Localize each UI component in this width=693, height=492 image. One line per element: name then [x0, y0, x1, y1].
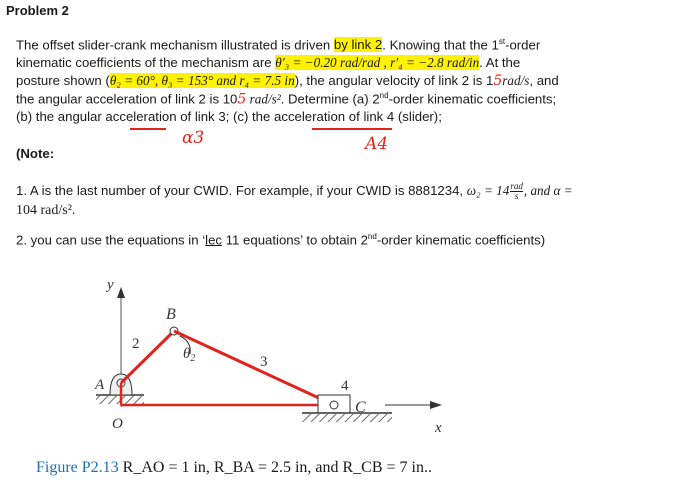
ordinal-sup: nd: [367, 232, 377, 241]
math: ω₂ = 14: [466, 182, 510, 198]
y-axis-label: y: [107, 277, 114, 293]
fraction-bottom: s: [514, 191, 519, 201]
text-lec: lec: [205, 232, 223, 248]
slider-crank-figure: [80, 262, 480, 452]
unit: rad/s: [502, 73, 530, 88]
link-2: [121, 331, 174, 383]
problem-line-2: [16, 55, 520, 71]
joint-C: [330, 401, 338, 409]
text: , and: [529, 73, 559, 88]
text: kinematic coefficients of the mechanism are: [16, 55, 276, 70]
theta2-label: $\theta_2$: [183, 346, 196, 364]
note-label: (Note:: [16, 146, 55, 161]
problem-line-1: [16, 37, 540, 52]
text: 11 equations’ to obtain 2: [222, 232, 368, 248]
math: , and α =: [523, 182, 573, 198]
y-axis-arrow: [117, 287, 125, 298]
highlight-posture: θ₂ = 60°, θ₃ = 153° and r₄ = 7.5 in: [109, 73, 295, 88]
link-4-label: 4: [341, 378, 349, 394]
text: . At the: [479, 55, 521, 70]
fraction-top: rad: [510, 181, 523, 191]
note-1-line-1: [16, 182, 573, 201]
handwritten-digit: 5: [237, 91, 247, 108]
text: -order kinematic coefficients;: [388, 91, 557, 107]
x-axis-arrow: [430, 401, 442, 409]
origin-label: O: [112, 416, 123, 432]
fraction: [510, 182, 523, 201]
pivot-A-label: A: [95, 377, 105, 393]
text: posture shown (: [16, 73, 110, 88]
text: The offset slider-crank mechanism illustrated is driven: [16, 37, 334, 53]
text: ), the angular velocity of link 2 is 1: [294, 73, 494, 88]
problem-line-5: (b) the angular acceleration of link 3; (c) the acceleration of link 4 (slider);: [16, 109, 442, 124]
highlight-first-order-coefficients: θ′₃ = −0.20 rad/rad , r′₄ = −2.8 rad/in: [275, 55, 480, 70]
ground-slider: [302, 414, 392, 422]
text: . Determine (a) 2: [280, 91, 380, 107]
figure-caption: [36, 459, 432, 477]
underline-link4: [312, 128, 392, 130]
ordinal-sup: st: [498, 37, 506, 46]
handwritten-digit: 5: [493, 73, 503, 89]
link-3: [174, 331, 334, 405]
text: -order kinematic coefficients): [376, 232, 546, 248]
text: the angular acceleration of link 2 is 10: [16, 91, 238, 107]
text: . Knowing that the 1: [382, 37, 499, 53]
unit: rad/s²: [246, 91, 281, 107]
text: 1. A is the last number of your CWID. For example, if your CWID is 8881234,: [16, 182, 467, 198]
underline-link3: [130, 128, 166, 130]
slider-C-label: C: [355, 399, 366, 416]
x-axis-label: x: [435, 420, 442, 436]
problem-title: Problem 2: [6, 3, 69, 18]
handwritten-alpha3: α3: [182, 128, 205, 148]
problem-line-3: [16, 73, 559, 89]
text: 2. you can use the equations in ‘: [16, 232, 206, 248]
link-2-label: 2: [132, 336, 140, 352]
text: -order: [505, 37, 541, 53]
note-2: [16, 232, 545, 247]
note-1-line-2: 104 rad/s².: [16, 203, 76, 218]
highlight-by-link-2: by link 2: [333, 37, 383, 53]
ordinal-sup: nd: [379, 91, 389, 100]
handwritten-A4: A4: [365, 134, 389, 154]
link-3-label: 3: [260, 354, 268, 370]
caption-label: Figure P2.13: [36, 459, 119, 476]
joint-B-label: B: [166, 306, 176, 323]
problem-line-4: [16, 91, 556, 107]
caption-text: R_AO = 1 in, R_BA = 2.5 in, and R_CB = 7 in..: [118, 459, 432, 476]
